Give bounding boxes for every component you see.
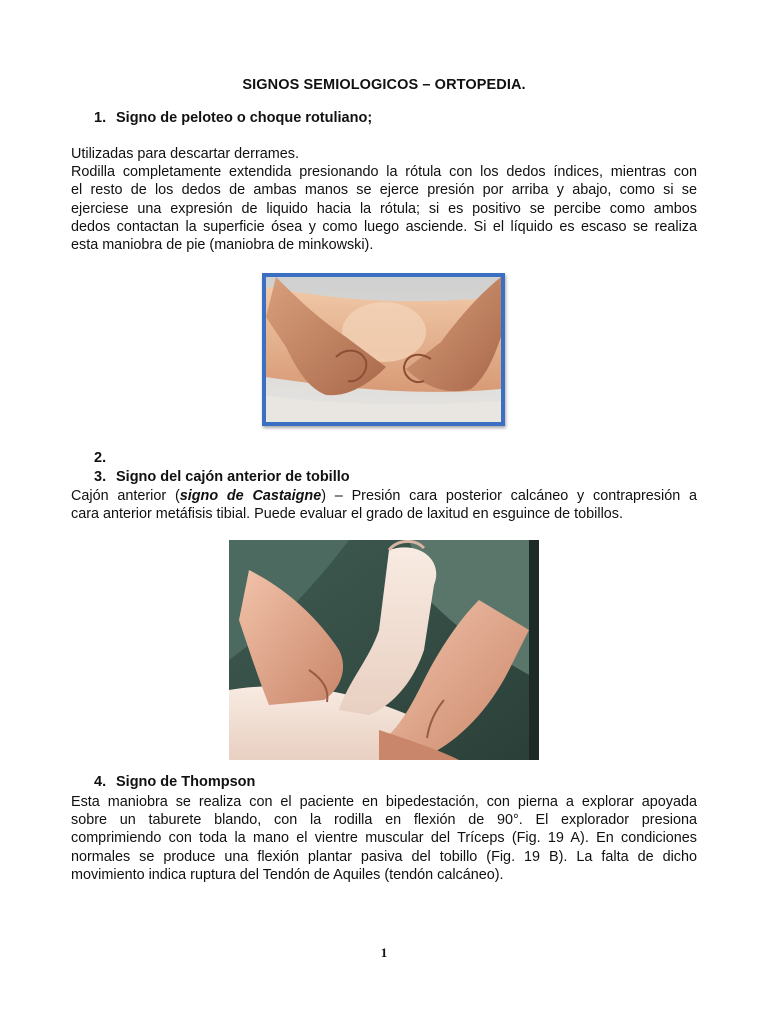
section-2-number: 2. [94,450,107,466]
section-3-line1-suffix: ) – Presión cara posterior calcáneo y contrapresión a [321,488,697,504]
section-1-line: dedos contactan la superficie ósea y como luego asciende. Si el líquido es escaso se realiza [71,218,697,235]
section-1-line: ejerciese una expresión de liquido hacia la rótula; si es positivo se percibe como ambos [71,200,697,217]
section-3-body [71,487,697,523]
section-4-body [71,793,697,884]
section-4-line: movimiento indica ruptura del Tendón de Aquiles (tendón calcáneo). [71,866,504,883]
section-1-heading [94,110,372,126]
ankle-exam-illustration [229,540,539,760]
section-3-heading [94,469,350,485]
section-3-line: cara anterior metáfisis tibial. Puede evaluar el grado de laxitud en esguince de tobillos. [71,506,623,523]
section-1-body [71,145,697,254]
section-4-line: comprimiendo con toda la mano el vientre muscular del Tríceps (Fig. 19 A). En condiciones [71,830,697,847]
section-2-heading [94,450,116,466]
section-4-heading [94,774,255,790]
section-1-line: Rodilla completamente extendida presionando la rótula con los dedos índices, mientras con [71,164,697,181]
page-number: 1 [380,945,388,960]
section-1-line: Utilizadas para descartar derrames. [71,146,299,162]
section-1-line: el resto de los dedos de ambas manos se ejerce presión por arriba y abajo, como si se [71,182,697,199]
knee-exam-illustration [266,277,501,422]
section-4-number: 4. [94,774,107,790]
section-3-line1-prefix: Cajón anterior ( [71,488,180,504]
knee-exam-photo [262,273,505,426]
section-4-title: Signo de Thompson [116,774,256,790]
section-3-title: Signo del cajón anterior de tobillo [116,469,350,485]
section-1-number: 1. [94,110,107,126]
section-1-line: esta maniobra de pie (maniobra de minkowski). [71,237,374,254]
castaigne-sign-emphasis: signo de Castaigne [179,488,322,504]
section-3-line [71,487,697,505]
document-title: SIGNOS SEMIOLOGICOS – ORTOPEDIA. [242,77,526,93]
section-1-title: Signo de peloteo o choque rotuliano; [116,110,373,126]
section-3-number: 3. [94,469,107,485]
ankle-exam-photo [229,540,539,760]
section-4-line: Esta maniobra se realiza con el paciente en bipedestación, con pierna a explorar apoyada [71,794,697,810]
section-4-line: sobre un taburete blando, con la rodilla en flexión de 90°. El explorador presiona [71,812,697,829]
section-4-line: normales se produce una flexión plantar pasiva del tobillo (Fig. 19 B). La falta de dicho [71,848,697,865]
